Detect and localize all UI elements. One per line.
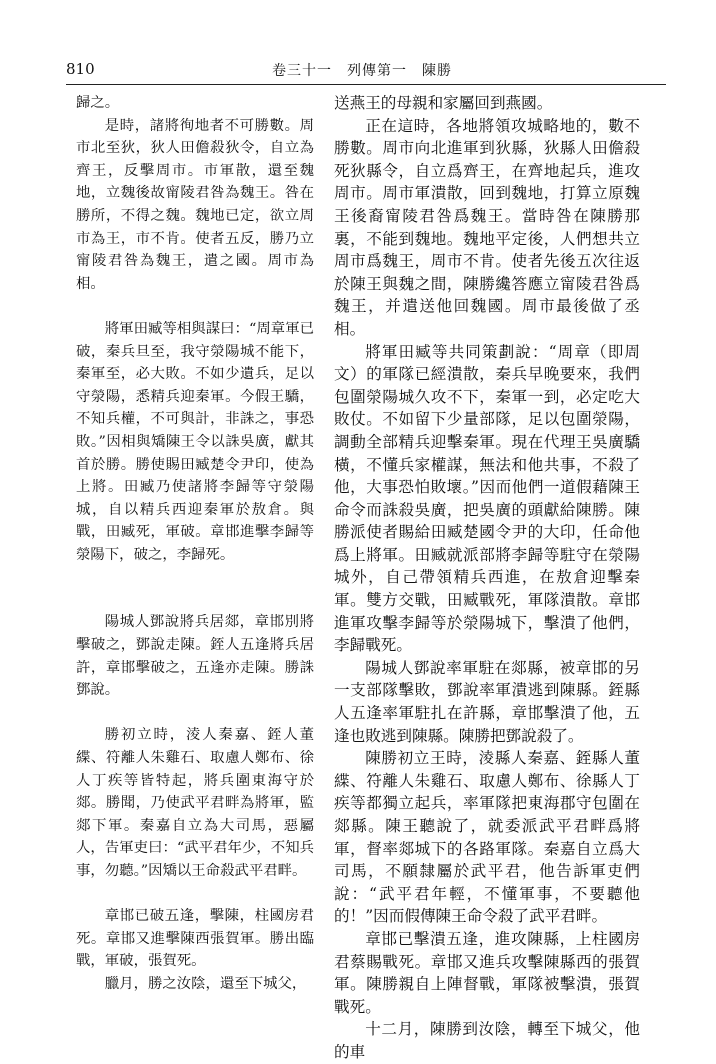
paragraph: 將軍田臧等相與謀曰：“周章軍已破，秦兵旦至，我守滎陽城不能下，秦軍至，必大敗。不如少遺兵，足以守滎陽，悉精兵迎秦軍。今假王驕，不知兵權，不可與計，非誅之，事恐敗。”因相與矯陳王令以誅吳廣，獻其首於勝。勝使賜田臧楚令尹印，使為上將。田臧乃使諸將李歸等守滎陽城，自以精兵西迎秦軍於敖倉。與戰，田臧死，軍破。章邯進擊李歸等滎陽下，破之，李歸死。 [76,320,314,563]
paragraph: 陽城人鄧說將兵居郯，章邯別將擊破之，鄧說走陳。銍人五逢將兵居許，章邯擊破之，五逢亦走陳。勝誅鄧說。 [76,614,314,699]
paragraph: 臘月，勝之汝陰，還至下城父， [104,975,307,992]
paragraph: 章邯已擊潰五逢，進攻陳縣，上柱國房君蔡賜戰死。章邯又進兵攻擊陳縣西的張賀軍。陳勝親自上陣督戰，軍隊被擊潰，張賀戰死。 [334,929,640,1016]
paragraph: 是時，諸將徇地者不可勝數。周市北至狄，狄人田儋殺狄令，自立為齊王，反擊周市。市軍散，還至魏地，立魏後故甯陵君咎為魏王。咎在勝所，不得之魏。魏地已定，欲立周市為王，市不肯。使者五反，勝乃立甯陵君咎為魏王，遣之國。周市為相。 [76,117,314,292]
paragraph: 將軍田臧等共同策劃說：“周章（即周文）的軍隊已經潰散，秦兵早晚要來，我們包圍滎陽城久攻不下，秦軍一到，必定吃大敗仗。不如留下少量部隊，足以包圍滎陽，調動全部精兵迎擊秦軍。現在代理王吳廣驕橫，不懂兵家權謀，無法和他共事，不殺了他，大事恐怕敗壞。”因而他們一道假藉陳王命令而誅殺吳廣，把吳廣的頭獻給陳勝。陳勝派使者賜給田臧楚國令尹的大印，任命他爲上將軍。田臧就派部將李歸等駐守在滎陽城外，自己帶領精兵西進，在敖倉迎擊秦軍。雙方交戰，田臧戰死，軍隊潰散。章邯進軍攻擊李歸等於滎陽城下，擊潰了他們，李歸戰死。 [334,342,640,655]
paragraph: 送燕王的母親和家屬回到燕國。 [334,94,553,112]
page-number: 810 [66,60,95,78]
running-title: 卷三十一 列傳第一 陳勝 [272,63,452,79]
header-rule [66,84,666,85]
paragraph: 陳勝初立王時，淩縣人秦嘉、銍縣人董緤、符離人朱雞石、取慮人鄭布、徐縣人丁疾等都獨立起兵，率軍隊把東海郡守包圍在郯縣。陳王聽說了，就委派武平君畔爲將軍，督率郯城下的各路軍隊。秦嘉自立爲大司馬，不願隸屬於武平君，他告訴軍吏們說：“武平君年輕，不懂軍事，不要聽他的！”因而假傳陳王命令殺了武平君畔。 [334,749,640,926]
paragraph: 十二月，陳勝到汝陰，轉至下城父，他的車 [334,1020,640,1061]
modern-translation-column [334,92,640,1064]
paragraph: 勝初立時，淩人秦嘉、銍人董緤、符離人朱雞石、取慮人鄭布、徐人丁疾等皆特起，將兵圍東海守於郯。勝聞，乃使武平君畔為將軍，監郯下軍。秦嘉自立為大司馬，惡屬人，告軍吏曰：“武平君年少，不知兵事，勿聽。”因矯以王命殺武平君畔。 [76,727,314,879]
paragraph: 正在這時，各地將領攻城略地的，數不勝數。周市向北進軍到狄縣，狄縣人田儋殺死狄縣令，自立爲齊王，在齊地起兵，進攻周市。周市軍潰散，回到魏地，打算立原魏王後裔甯陵君咎爲魏王。當時咎在陳勝那裏，不能到魏地。魏地平定後，人們想共立周市爲魏王，周市不肯。使者先後五次往返於陳王與魏之間，陳勝纔答應立甯陵君咎爲魏王，并遣送他回魏國。周市最後做了丞相。 [334,116,640,338]
classical-text-column [76,92,314,996]
paragraph: 陽城人鄧說率軍駐在郯縣，被章邯的另一支部隊擊敗，鄧說率軍潰逃到陳縣。銍縣人五逢率軍駐扎在許縣，章邯擊潰了他，五逢也敗逃到陳縣。陳勝把鄧說殺了。 [334,658,640,745]
paragraph: 歸之。 [76,95,120,111]
paragraph: 章邯已破五逢，擊陳，柱國房君死。章邯又進擊陳西張賀軍。勝出臨戰，軍破，張賀死。 [76,908,314,970]
